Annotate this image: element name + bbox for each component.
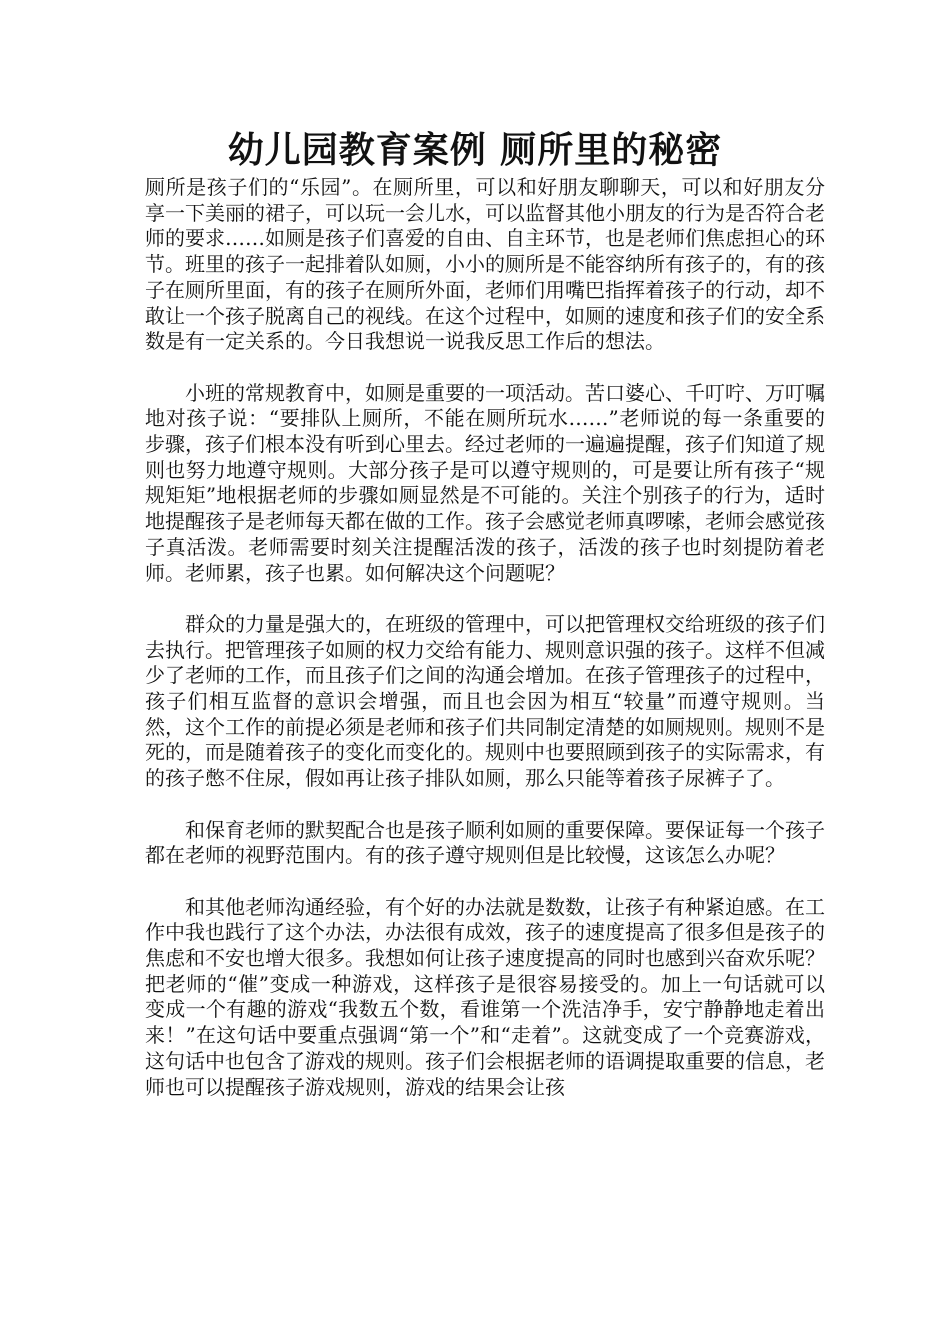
paragraph-gap <box>145 355 825 381</box>
document-body <box>145 175 825 1100</box>
paragraph-5: 和其他老师沟通经验，有个好的办法就是数数，让孩子有种紧迫感。在工作中我也践行了这个办法，办法很有成效，孩子的速度提高了很多但是孩子的焦虑和不安也增大很多。我想如何让孩子速度提高的同时也感到兴奋欢乐呢？把老师的“催”变成一种游戏，这样孩子是很容易接受的。加上一句话就可以变成一个有趣的游戏“我数五个数，看谁第一个洗洁净手，安宁静静地走着出来！”在这句话中要重点强调“第一个”和“走着”。这就变成了一个竞赛游戏，这句话中也包含了游戏的规则。孩子们会根据老师的语调提取重要的信息，老师也可以提醒孩子游戏规则，游戏的结果会让孩 <box>145 894 825 1099</box>
document-title: 幼儿园教育案例 厕所里的秘密 <box>227 129 723 171</box>
paragraph-1: 厕所是孩子们的“乐园”。在厕所里，可以和好朋友聊聊天，可以和好朋友分享一下美丽的裙子，可以玩一会儿水，可以监督其他小朋友的行为是否符合老师的要求……如厕是孩子们喜爱的自由、自主环节，也是老师们焦虑担心的环节。班里的孩子一起排着队如厕，小小的厕所是不能容纳所有孩子的，有的孩子在厕所里面，有的孩子在厕所外面，老师们用嘴巴指挥着孩子的行动，却不敢让一个孩子脱离自己的视线。在这个过程中，如厕的速度和孩子们的安全系数是有一定关系的。今日我想说一说我反思工作后的想法。 <box>145 175 825 354</box>
paragraph-2: 小班的常规教育中，如厕是重要的一项活动。苦口婆心、千叮咛、万叮嘱地对孩子说：“要排队上厕所，不能在厕所玩水……”老师说的每一条重要的步骤，孩子们根本没有听到心里去。经过老师的一遍遍提醒，孩子们知道了规则也努力地遵守规则。大部分孩子是可以遵守规则的，可是要让所有孩子“规规矩矩”地根据老师的步骤如厕显然是不可能的。关注个别孩子的行为，适时地提醒孩子是老师每天都在做的工作。孩子会感觉老师真啰嗦，老师会感觉孩子真活泼。老师需要时刻关注提醒活泼的孩子，活泼的孩子也时刻提防着老师。老师累，孩子也累。如何解决这个问题呢？ <box>145 380 825 585</box>
paragraph-4: 和保育老师的默契配合也是孩子顺利如厕的重要保障。要保证每一个孩子都在老师的视野范围内。有的孩子遵守规则但是比较慢，这该怎么办呢？ <box>145 817 825 868</box>
paragraph-gap <box>145 792 825 818</box>
paragraph-gap <box>145 869 825 895</box>
paragraph-gap <box>145 586 825 612</box>
paragraph-3: 群众的力量是强大的，在班级的管理中，可以把管理权交给班级的孩子们去执行。把管理孩子如厕的权力交给有能力、规则意识强的孩子。这样不但减少了老师的工作，而且孩子们之间的沟通会增加。在孩子管理孩子的过程中，孩子们相互监督的意识会增强，而且也会因为相互“较量”而遵守规则。当然，这个工作的前提必须是老师和孩子们共同制定清楚的如厕规则。规则不是死的，而是随着孩子的变化而变化的。规则中也要照顾到孩子的实际需求，有的孩子憋不住尿，假如再让孩子排队如厕，那么只能等着孩子尿裤子了。 <box>145 611 825 791</box>
